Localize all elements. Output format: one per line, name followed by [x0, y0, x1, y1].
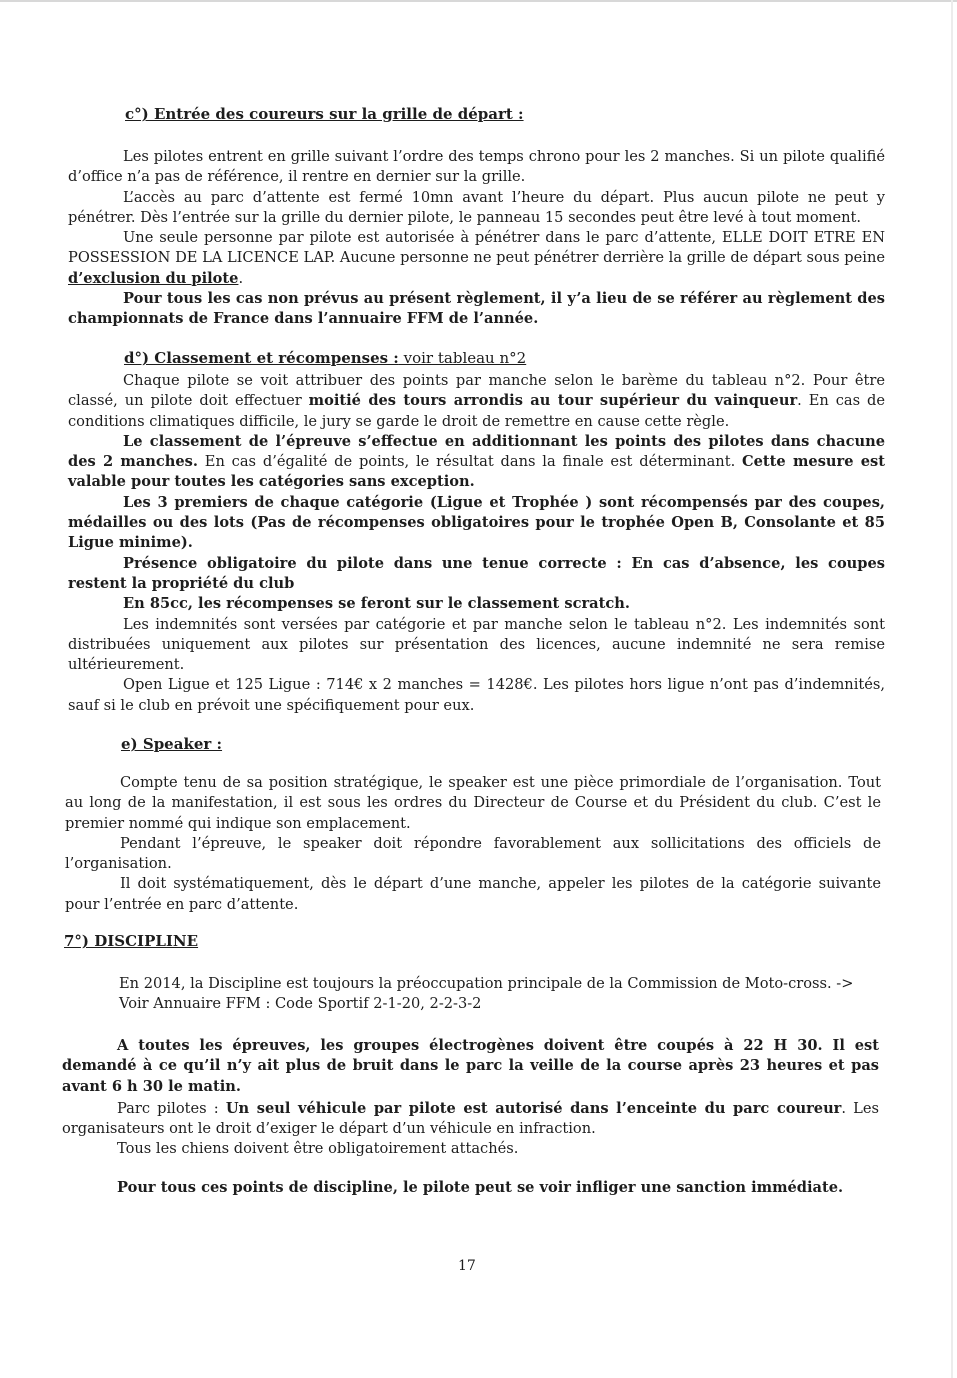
section-d-p4-bold: Présence obligatoire du pilote dans une tenue correcte : En cas d’absence, les coupes restent la propriété du club [68, 554, 885, 592]
section-c-paragraph-4-bold: Pour tous les cas non prévus au présent règlement, il y’a lieu de se référer au règlement des championnats de France dans l’annuaire FFM de l’année. [68, 290, 885, 328]
section-7-p3-text-b: . Les organisateurs ont le droit d’exiger le départ d’un véhicule en infraction. [62, 1099, 879, 1138]
scan-right-edge [951, 0, 953, 1378]
section-c-paragraph-3-text: Une seule personne par pilote est autorisée à pénétrer dans le parc d’attente, ELLE DOIT ETRE EN POSSESSION DE LA LICENCE LAP. Aucune personne ne peut pénétrer derrière la grille de départ sous peine [68, 229, 885, 267]
section-7-paragraph-1-line-2: Voir Annuaire FFM : Code Sportif 2-1-20, 2-2-3-2 [119, 995, 482, 1013]
section-7-body [62, 1036, 879, 1198]
section-c-paragraph-2: L’accès au parc d’attente est fermé 10mn avant l’heure du départ. Plus aucun pilote ne peut y pénétrer. Dès l’entrée sur la grille du dernier pilote, le panneau 15 secondes peut être levé à tout moment. [68, 188, 885, 226]
section-d-paragraph-6: Les indemnités sont versées par catégorie et par manche selon le tableau n°2. Les indemnités sont distribuées uniquement aux pilotes sur présentation des licences, aucune indemnité ne sera remise ultérieurement. [68, 615, 885, 674]
section-7-p5-bold: Pour tous ces points de discipline, le pilote peut se voir infliger une sanction immédiate. [117, 1178, 844, 1196]
section-d-p1-text-b: . En cas de conditions climatiques difficile, le jury se garde le droit de remettre en cause cette règle. [68, 392, 886, 430]
section-d-paragraph-5 [68, 594, 885, 614]
section-c-paragraph-3 [68, 228, 885, 289]
section-c-body [68, 147, 885, 330]
section-d-paragraph-3 [68, 493, 885, 554]
section-7-p2-bold: A toutes les épreuves, les groupes électrogènes doivent être coupés à 22 H 30. Il est demandé à ce qu’il n’y ait plus de bruit dans le parc la veille de la course après 23 heures et pas avant 6 h 30 le matin. [62, 1037, 879, 1095]
section-7-paragraph-5 [62, 1178, 879, 1198]
section-d-title-row [124, 349, 526, 367]
section-7-intro [119, 974, 879, 1015]
section-d-p3-bold: Les 3 premiers de chaque catégorie (Ligue et Trophée ) sont récompensés par des coupes, médailles ou des lots (Pas de récompenses obligatoires pour le trophée Open B, Consolante et 85 Ligue minime). [68, 493, 885, 552]
section-d-p2-bold: Le classement de l’épreuve s’effectue en additionnant les points des pilotes dans chacune des 2 manches. [68, 432, 885, 471]
section-e-body [65, 773, 881, 915]
section-d-title-suffix: voir tableau n°2 [398, 349, 527, 367]
section-d-paragraph-4 [68, 554, 885, 595]
section-d-body [68, 371, 885, 716]
section-7-paragraph-2 [62, 1036, 879, 1097]
section-d-p2-text: En cas d’égalité de points, le résultat dans la finale est déterminant. [197, 453, 743, 471]
section-e-paragraph-3: Il doit systématiquement, dès le départ d’une manche, appeler les pilotes de la catégorie suivante pour l’entrée en parc d’attente. [65, 875, 881, 913]
section-c-paragraph-3-end: . [238, 269, 244, 287]
section-c-paragraph-4 [68, 289, 885, 330]
section-d-p1-text-a: Chaque pilote se voit attribuer des points par manche selon le barème du tableau n°2. Pour être classé, un pilote doit effectuer [68, 372, 885, 410]
section-7-paragraph-3 [62, 1099, 879, 1140]
section-7-title: 7°) DISCIPLINE [64, 932, 199, 950]
exclusion-emphasis: d’exclusion du pilote [68, 269, 239, 287]
scan-top-edge [0, 0, 957, 2]
section-d-paragraph-2 [68, 432, 885, 493]
section-c-title: c°) Entrée des coureurs sur la grille de départ : [125, 105, 524, 123]
section-7-p3-bold: Un seul véhicule par pilote est autorisé dans l’enceinte du parc coureur [225, 1099, 842, 1117]
section-e-paragraph-2: Pendant l’épreuve, le speaker doit répondre favorablement aux sollicitations des officiels de l’organisation. [65, 834, 881, 873]
section-d-p5-bold: En 85cc, les récompenses se feront sur le classement scratch. [123, 595, 630, 613]
section-7-p3-text-a: Parc pilotes : [117, 1099, 226, 1117]
section-7-paragraph-1: En 2014, la Discipline est toujours la préoccupation principale de la Commission de Moto-cross. -> [119, 975, 854, 992]
section-d-p2-bold-2: Cette mesure est valable pour toutes les catégories sans exception. [68, 453, 885, 491]
section-d-p1-bold: moitié des tours arrondis au tour supérieur du vainqueur [308, 392, 798, 410]
section-c-paragraph-1: Les pilotes entrent en grille suivant l’ordre des temps chrono pour les 2 manches. Si un pilote qualifié d’office n’a pas de référence, il rentre en dernier sur la grille. [68, 148, 885, 186]
section-d-title: d°) Classement et récompenses : [124, 349, 399, 367]
section-e-title: e) Speaker : [121, 735, 223, 753]
section-d-paragraph-1 [68, 371, 885, 432]
section-e-paragraph-1: Compte tenu de sa position stratégique, le speaker est une pièce primordiale de l’organisation. Tout au long de la manifestation, il est sous les ordres du Directeur de Course et du Président du club. C’est le premier nommé qui indique son emplacement. [65, 774, 881, 832]
section-7-paragraph-4: Tous les chiens doivent être obligatoirement attachés. [117, 1140, 519, 1158]
section-d-paragraph-7: Open Ligue et 125 Ligue : 714€ x 2 manches = 1428€. Les pilotes hors ligue n’ont pas d’indemnités, sauf si le club en prévoit une spécifiquement pour eux. [68, 676, 885, 714]
page-number: 17 [458, 1258, 476, 1274]
